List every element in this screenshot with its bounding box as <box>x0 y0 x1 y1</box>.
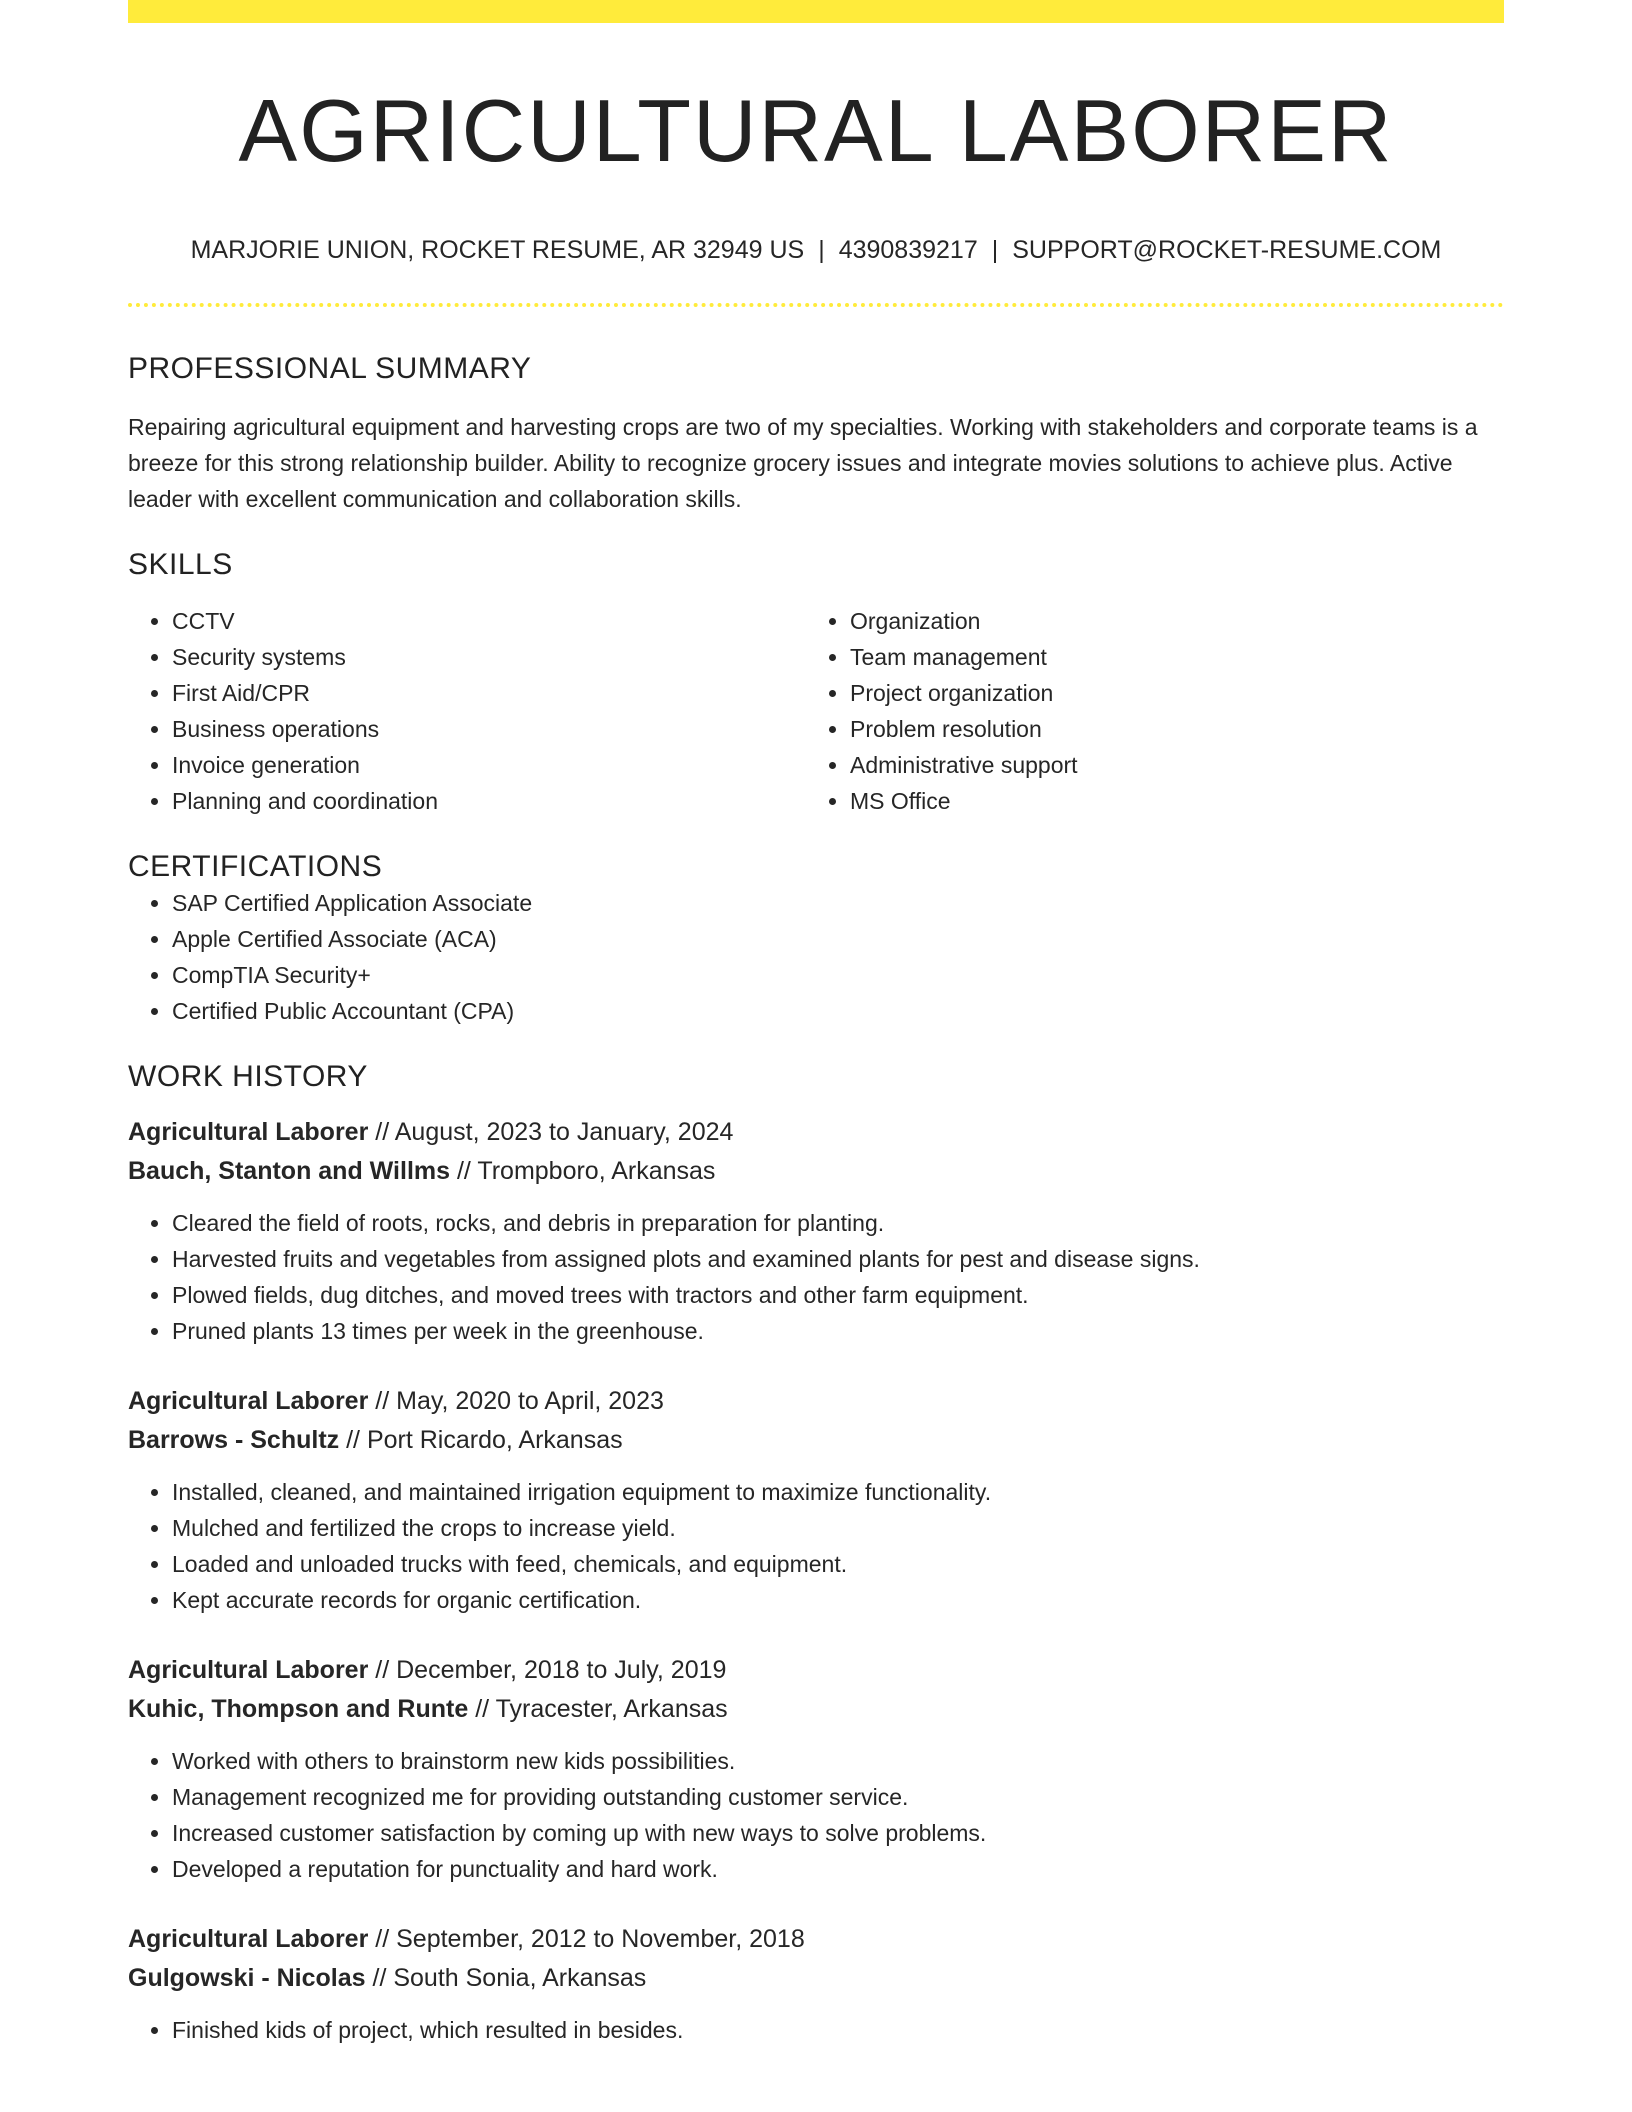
top-accent-bar <box>128 0 1504 23</box>
job-entry <box>128 1113 1504 1349</box>
job-bullets <box>128 1205 1504 1349</box>
contact-separator: | <box>991 236 999 264</box>
skills-right-list <box>806 603 1484 819</box>
contact-separator: | <box>818 236 825 264</box>
job-company: Barrows - Schultz <box>128 1426 340 1454</box>
certifications-list <box>128 885 1504 1029</box>
summary-heading: PROFESSIONAL SUMMARY <box>128 352 532 385</box>
job-bullets <box>128 1474 1504 1618</box>
skill-item: • Organization <box>850 603 1484 639</box>
skill-item: • Problem resolution <box>850 711 1484 747</box>
job-title-line <box>128 1382 1504 1421</box>
skill-item: • Planning and coordination <box>172 783 806 819</box>
job-entry <box>128 1382 1504 1618</box>
job-bullet: • Harvested fruits and vegetables from assigned plots and examined plants for pest and disease signs. <box>172 1241 1504 1277</box>
job-company: Gulgowski - Nicolas <box>128 1964 366 1992</box>
work-history-heading: WORK HISTORY <box>128 1060 368 1093</box>
certification-item: • Apple Certified Associate (ACA) <box>172 921 1504 957</box>
skills-columns <box>128 603 1504 819</box>
job-title-line <box>128 1651 1504 1690</box>
resume-page <box>128 0 1504 2048</box>
job-location: // Tyracester, Arkansas <box>475 1695 728 1723</box>
skill-item: • First Aid/CPR <box>172 675 806 711</box>
job-company: Kuhic, Thompson and Runte <box>128 1695 469 1723</box>
job-bullet: • Management recognized me for providing outstanding customer service. <box>172 1779 1504 1815</box>
job-title: Agricultural Laborer <box>128 1118 369 1146</box>
job-company-line <box>128 1690 1504 1729</box>
job-entry <box>128 1920 1504 2048</box>
job-bullet: • Kept accurate records for organic certification. <box>172 1582 1504 1618</box>
job-bullet: • Finished kids of project, which resulted in besides. <box>172 2012 1504 2048</box>
job-bullet: • Loaded and unloaded trucks with feed, chemicals, and equipment. <box>172 1546 1504 1582</box>
job-entry <box>128 1651 1504 1887</box>
skill-item: • Business operations <box>172 711 806 747</box>
contact-line <box>128 235 1504 265</box>
job-title-line <box>128 1920 1504 1959</box>
resume-title: AGRICULTURAL LABORER <box>238 81 1394 180</box>
skill-item: • CCTV <box>172 603 806 639</box>
job-company-line <box>128 1959 1504 1998</box>
job-title: Agricultural Laborer <box>128 1925 369 1953</box>
job-dates: // December, 2018 to July, 2019 <box>375 1656 727 1684</box>
certifications-heading: CERTIFICATIONS <box>128 850 383 883</box>
dotted-divider <box>128 303 1504 307</box>
job-bullet: • Plowed fields, dug ditches, and moved trees with tractors and other farm equipment. <box>172 1277 1504 1313</box>
job-company-line <box>128 1421 1504 1460</box>
skill-item: • Project organization <box>850 675 1484 711</box>
job-title: Agricultural Laborer <box>128 1656 369 1684</box>
skills-heading: SKILLS <box>128 548 233 581</box>
job-location: // Trompboro, Arkansas <box>456 1157 716 1185</box>
certification-item: • CompTIA Security+ <box>172 957 1504 993</box>
job-title: Agricultural Laborer <box>128 1387 369 1415</box>
job-bullet: • Pruned plants 13 times per week in the greenhouse. <box>172 1313 1504 1349</box>
job-bullet: • Increased customer satisfaction by coming up with new ways to solve problems. <box>172 1815 1504 1851</box>
job-bullet: • Worked with others to brainstorm new kids possibilities. <box>172 1743 1504 1779</box>
skill-item: • MS Office <box>850 783 1484 819</box>
skill-item: • Security systems <box>172 639 806 675</box>
job-location: // South Sonia, Arkansas <box>372 1964 647 1992</box>
certification-item: • Certified Public Accountant (CPA) <box>172 993 1504 1029</box>
job-bullet: • Installed, cleaned, and maintained irrigation equipment to maximize functionality. <box>172 1474 1504 1510</box>
skill-item: • Team management <box>850 639 1484 675</box>
job-location: // Port Ricardo, Arkansas <box>346 1426 623 1454</box>
contact-address: MARJORIE UNION, ROCKET RESUME, AR 32949 US <box>190 236 805 264</box>
contact-email[interactable]: SUPPORT@ROCKET-RESUME.COM <box>1012 236 1442 264</box>
skill-item: • Administrative support <box>850 747 1484 783</box>
job-bullets <box>128 2012 1504 2048</box>
skills-left-list <box>128 603 806 819</box>
job-company-line <box>128 1152 1504 1191</box>
job-company: Bauch, Stanton and Willms <box>128 1157 451 1185</box>
summary-text: Repairing agricultural equipment and harvesting crops are two of my specialties. Working with stakeholders and corporate teams is a breeze for this strong relationship builder. Ability to recognize grocery issues and integrate movies solutions to achieve plus. Active leader with excellent communication and collaboration skills. <box>128 414 1478 512</box>
job-bullet: • Cleared the field of roots, rocks, and debris in preparation for planting. <box>172 1205 1504 1241</box>
job-dates: // May, 2020 to April, 2023 <box>375 1387 664 1415</box>
job-bullet: • Mulched and fertilized the crops to increase yield. <box>172 1510 1504 1546</box>
certification-item: • SAP Certified Application Associate <box>172 885 1504 921</box>
job-bullets <box>128 1743 1504 1887</box>
contact-phone[interactable]: 4390839217 <box>838 236 978 264</box>
skill-item: • Invoice generation <box>172 747 806 783</box>
job-dates: // August, 2023 to January, 2024 <box>375 1118 734 1146</box>
job-bullet: • Developed a reputation for punctuality and hard work. <box>172 1851 1504 1887</box>
job-dates: // September, 2012 to November, 2018 <box>375 1925 805 1953</box>
job-title-line <box>128 1113 1504 1152</box>
